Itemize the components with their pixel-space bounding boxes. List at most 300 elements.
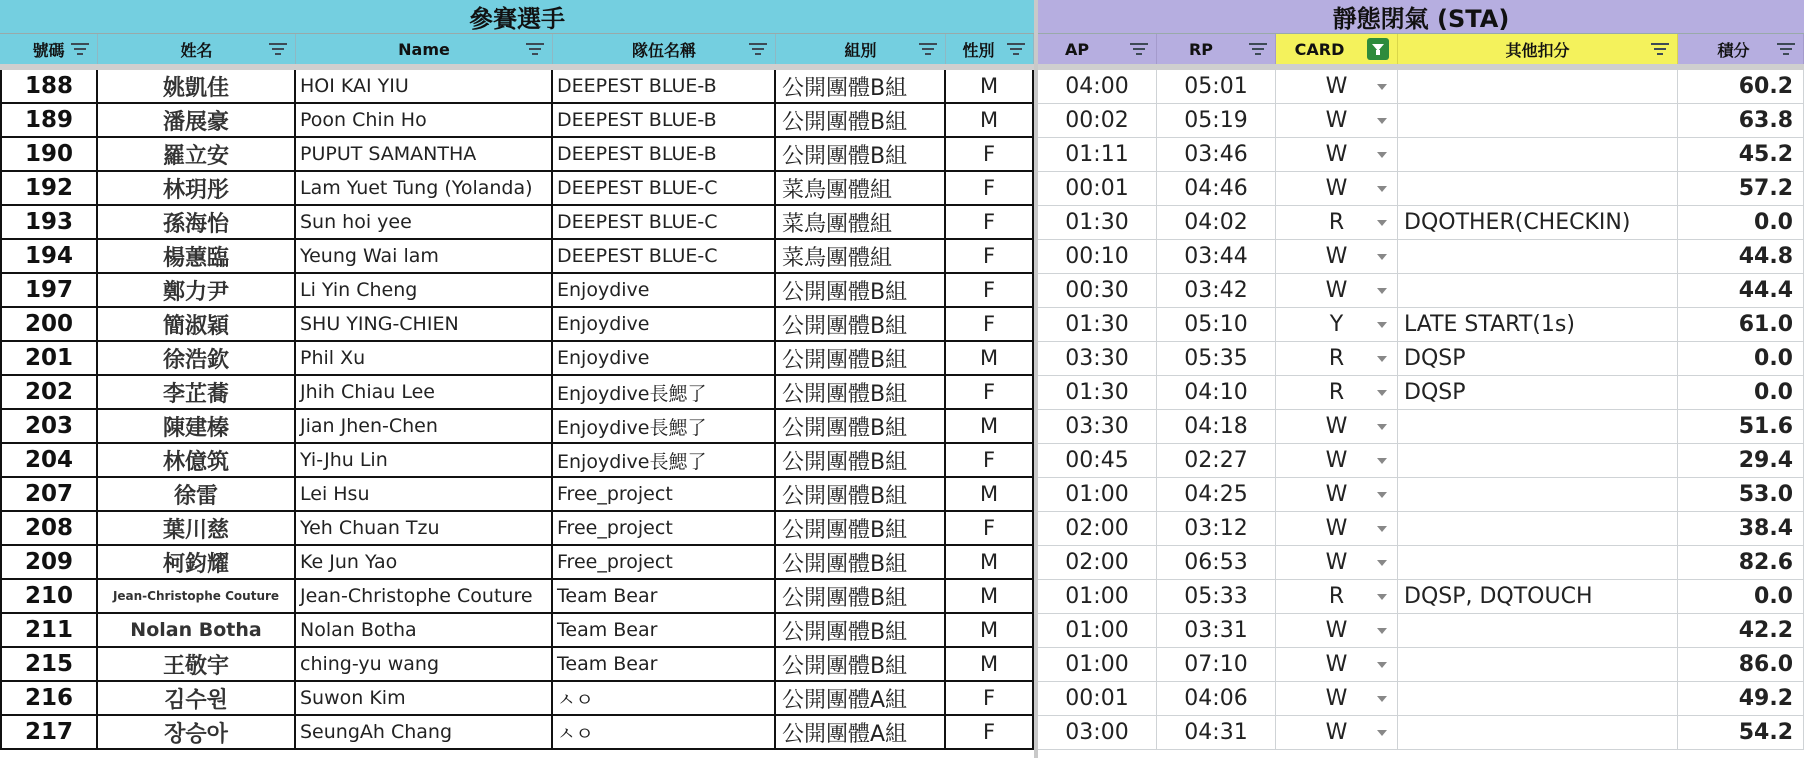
header-name[interactable]: Name: [296, 34, 553, 64]
group-cell[interactable]: [776, 444, 946, 478]
other-deduction-cell[interactable]: [1398, 70, 1678, 104]
name-value: Jhih Chiau Lee: [300, 381, 435, 403]
ap-cell[interactable]: [1038, 716, 1157, 750]
header-chinese-name[interactable]: 姓名: [98, 34, 296, 64]
card-cell[interactable]: [1276, 512, 1398, 546]
group-value: 菜鳥團體組: [782, 245, 893, 271]
ap-cell[interactable]: [1038, 512, 1157, 546]
team-value: ㅅㅇ: [557, 688, 594, 711]
card-cell[interactable]: [1276, 546, 1398, 580]
sex-cell[interactable]: [946, 444, 1034, 478]
num-value: 193: [24, 209, 73, 235]
card-value: W: [1325, 142, 1348, 167]
chinese-name-cell[interactable]: [98, 580, 296, 614]
rp-cell[interactable]: [1157, 648, 1276, 682]
dropdown-arrow-icon[interactable]: [1377, 186, 1387, 192]
ap-value: 01:30: [1065, 312, 1129, 337]
ap-cell[interactable]: [1038, 444, 1157, 478]
card-cell[interactable]: [1276, 410, 1398, 444]
group-cell[interactable]: [776, 614, 946, 648]
name-cell[interactable]: [296, 716, 553, 750]
dropdown-arrow-icon[interactable]: [1377, 254, 1387, 260]
group-cell[interactable]: [776, 546, 946, 580]
team-cell[interactable]: [553, 342, 776, 376]
chinese-name-cell[interactable]: [98, 172, 296, 206]
table-row: [0, 274, 1034, 308]
team-cell[interactable]: [553, 614, 776, 648]
dropdown-arrow-icon[interactable]: [1377, 560, 1387, 566]
other-deduction-cell[interactable]: [1398, 478, 1678, 512]
score-cell[interactable]: [1678, 512, 1804, 546]
team-cell[interactable]: [553, 580, 776, 614]
score-cell[interactable]: [1678, 138, 1804, 172]
other-deduction-cell[interactable]: [1398, 240, 1678, 274]
filter-icon[interactable]: [1249, 43, 1267, 55]
chinese-name-cell[interactable]: [98, 206, 296, 240]
rp-value: 04:06: [1184, 686, 1248, 711]
dropdown-arrow-icon[interactable]: [1377, 152, 1387, 158]
ap-cell[interactable]: [1038, 274, 1157, 308]
sex-cell[interactable]: [946, 410, 1034, 444]
score-cell[interactable]: [1678, 410, 1804, 444]
chinese-name-cell[interactable]: [98, 240, 296, 274]
name-cell[interactable]: [296, 478, 553, 512]
sex-cell[interactable]: [946, 104, 1034, 138]
score-value: 54.2: [1738, 720, 1793, 745]
number-cell[interactable]: [0, 308, 98, 342]
table-row: [1038, 682, 1804, 716]
name-cell[interactable]: [296, 308, 553, 342]
card-cell[interactable]: [1276, 70, 1398, 104]
name-cell[interactable]: [296, 274, 553, 308]
ap-cell[interactable]: [1038, 172, 1157, 206]
score-cell[interactable]: [1678, 682, 1804, 716]
other-deduction-cell[interactable]: [1398, 308, 1678, 342]
sex-cell[interactable]: [946, 206, 1034, 240]
cname-value: 葉川慈: [162, 517, 229, 543]
dropdown-arrow-icon[interactable]: [1377, 424, 1387, 430]
rp-cell[interactable]: [1157, 308, 1276, 342]
sex-cell[interactable]: [946, 70, 1034, 104]
sex-value: M: [979, 652, 999, 676]
rp-cell[interactable]: [1157, 580, 1276, 614]
sex-cell[interactable]: [946, 580, 1034, 614]
number-cell[interactable]: [0, 104, 98, 138]
other-deduction-cell[interactable]: [1398, 376, 1678, 410]
rp-value: 05:33: [1184, 584, 1248, 609]
group-cell[interactable]: [776, 376, 946, 410]
number-cell[interactable]: [0, 546, 98, 580]
number-cell[interactable]: [0, 682, 98, 716]
number-cell[interactable]: [0, 478, 98, 512]
score-cell[interactable]: [1678, 546, 1804, 580]
dropdown-arrow-icon[interactable]: [1377, 220, 1387, 226]
number-cell[interactable]: [0, 172, 98, 206]
score-cell[interactable]: [1678, 240, 1804, 274]
ap-cell[interactable]: [1038, 308, 1157, 342]
score-cell[interactable]: [1678, 648, 1804, 682]
ap-cell[interactable]: [1038, 70, 1157, 104]
team-value: Enjoydive長鰓了: [557, 416, 707, 439]
card-cell[interactable]: [1276, 376, 1398, 410]
rp-cell[interactable]: [1157, 376, 1276, 410]
name-cell[interactable]: [296, 104, 553, 138]
name-cell[interactable]: [296, 70, 553, 104]
dropdown-arrow-icon[interactable]: [1377, 696, 1387, 702]
group-cell[interactable]: [776, 682, 946, 716]
group-cell[interactable]: [776, 308, 946, 342]
chinese-name-cell[interactable]: [98, 512, 296, 546]
header-number[interactable]: 號碼: [0, 34, 98, 64]
group-cell[interactable]: [776, 70, 946, 104]
sex-cell[interactable]: [946, 648, 1034, 682]
name-cell[interactable]: [296, 342, 553, 376]
ap-cell[interactable]: [1038, 138, 1157, 172]
rp-cell[interactable]: [1157, 478, 1276, 512]
card-value: W: [1325, 550, 1348, 575]
number-cell[interactable]: [0, 138, 98, 172]
team-cell[interactable]: [553, 410, 776, 444]
dropdown-arrow-icon[interactable]: [1377, 628, 1387, 634]
name-cell[interactable]: [296, 512, 553, 546]
header-ap[interactable]: AP: [1038, 34, 1157, 64]
dropdown-arrow-icon[interactable]: [1377, 594, 1387, 600]
team-cell[interactable]: [553, 206, 776, 240]
card-cell[interactable]: [1276, 682, 1398, 716]
rp-cell[interactable]: [1157, 682, 1276, 716]
dropdown-arrow-icon[interactable]: [1377, 662, 1387, 668]
card-cell[interactable]: [1276, 580, 1398, 614]
sex-cell[interactable]: [946, 172, 1034, 206]
chinese-name-cell[interactable]: [98, 546, 296, 580]
header-other-deduction[interactable]: 其他扣分: [1398, 34, 1678, 64]
ap-cell[interactable]: [1038, 546, 1157, 580]
cname-value: Jean-Christophe Couture: [112, 589, 280, 603]
score-cell[interactable]: [1678, 206, 1804, 240]
ap-cell[interactable]: [1038, 478, 1157, 512]
chinese-name-cell[interactable]: [98, 444, 296, 478]
score-cell[interactable]: [1678, 70, 1804, 104]
score-cell[interactable]: [1678, 308, 1804, 342]
ap-cell[interactable]: [1038, 648, 1157, 682]
number-cell[interactable]: [0, 580, 98, 614]
rp-cell[interactable]: [1157, 546, 1276, 580]
name-cell[interactable]: [296, 546, 553, 580]
num-value: 188: [24, 73, 73, 99]
rp-cell[interactable]: [1157, 172, 1276, 206]
score-cell[interactable]: [1678, 716, 1804, 750]
other-deduction-cell[interactable]: [1398, 342, 1678, 376]
sex-cell[interactable]: [946, 546, 1034, 580]
group-cell[interactable]: [776, 274, 946, 308]
number-cell[interactable]: [0, 70, 98, 104]
filter-icon[interactable]: [749, 43, 767, 55]
team-cell[interactable]: [553, 682, 776, 716]
ap-cell[interactable]: [1038, 376, 1157, 410]
cname-value: 徐雷: [173, 483, 218, 509]
sex-cell[interactable]: [946, 682, 1034, 716]
team-cell[interactable]: [553, 512, 776, 546]
group-cell[interactable]: [776, 104, 946, 138]
name-cell[interactable]: [296, 580, 553, 614]
number-cell[interactable]: [0, 240, 98, 274]
rp-cell[interactable]: [1157, 138, 1276, 172]
rp-cell[interactable]: [1157, 716, 1276, 750]
name-cell[interactable]: [296, 240, 553, 274]
score-cell[interactable]: [1678, 274, 1804, 308]
team-cell[interactable]: [553, 138, 776, 172]
team-cell[interactable]: [553, 444, 776, 478]
other-deduction-cell[interactable]: [1398, 546, 1678, 580]
team-cell[interactable]: [553, 648, 776, 682]
filter-icon[interactable]: [71, 43, 89, 55]
team-cell[interactable]: [553, 546, 776, 580]
sex-cell[interactable]: [946, 376, 1034, 410]
table-row: [0, 308, 1034, 342]
chinese-name-cell[interactable]: [98, 716, 296, 750]
ap-cell[interactable]: [1038, 410, 1157, 444]
other-deduction-cell[interactable]: [1398, 716, 1678, 750]
name-cell[interactable]: [296, 682, 553, 716]
chinese-name-cell[interactable]: [98, 614, 296, 648]
rp-cell[interactable]: [1157, 274, 1276, 308]
other-value: DQOTHER(CHECKIN): [1404, 210, 1631, 235]
dropdown-arrow-icon[interactable]: [1377, 526, 1387, 532]
header-group[interactable]: 組別: [776, 34, 946, 64]
card-cell[interactable]: [1276, 614, 1398, 648]
other-deduction-cell[interactable]: [1398, 580, 1678, 614]
number-cell[interactable]: [0, 512, 98, 546]
card-cell[interactable]: [1276, 240, 1398, 274]
other-deduction-cell[interactable]: [1398, 138, 1678, 172]
number-cell[interactable]: [0, 716, 98, 750]
header-card[interactable]: CARD: [1276, 34, 1398, 64]
table-row: [0, 478, 1034, 512]
rp-cell[interactable]: [1157, 70, 1276, 104]
card-cell[interactable]: [1276, 648, 1398, 682]
team-cell[interactable]: [553, 478, 776, 512]
filter-icon[interactable]: [1777, 43, 1795, 55]
sex-cell[interactable]: [946, 716, 1034, 750]
rp-cell[interactable]: [1157, 614, 1276, 648]
ap-cell[interactable]: [1038, 682, 1157, 716]
team-cell[interactable]: [553, 716, 776, 750]
score-value: 38.4: [1738, 516, 1793, 541]
table-row: [1038, 70, 1804, 104]
chinese-name-cell[interactable]: [98, 104, 296, 138]
other-deduction-cell[interactable]: [1398, 206, 1678, 240]
group-cell[interactable]: [776, 206, 946, 240]
rp-cell[interactable]: [1157, 512, 1276, 546]
chinese-name-cell[interactable]: [98, 274, 296, 308]
name-value: Nolan Botha: [300, 619, 417, 641]
card-cell[interactable]: [1276, 342, 1398, 376]
other-deduction-cell[interactable]: [1398, 172, 1678, 206]
name-cell[interactable]: [296, 648, 553, 682]
group-cell[interactable]: [776, 342, 946, 376]
group-cell[interactable]: [776, 240, 946, 274]
header-sex[interactable]: 性別: [946, 34, 1034, 64]
group-cell[interactable]: [776, 716, 946, 750]
rp-cell[interactable]: [1157, 342, 1276, 376]
team-cell[interactable]: [553, 104, 776, 138]
name-cell[interactable]: [296, 376, 553, 410]
sex-cell[interactable]: [946, 512, 1034, 546]
other-deduction-cell[interactable]: [1398, 648, 1678, 682]
name-cell[interactable]: [296, 138, 553, 172]
group-value: 公開團體B組: [782, 279, 908, 305]
dropdown-arrow-icon[interactable]: [1377, 356, 1387, 362]
name-cell[interactable]: [296, 614, 553, 648]
team-cell[interactable]: [553, 240, 776, 274]
group-cell[interactable]: [776, 648, 946, 682]
number-cell[interactable]: [0, 614, 98, 648]
score-cell[interactable]: [1678, 580, 1804, 614]
group-cell[interactable]: [776, 580, 946, 614]
card-cell[interactable]: [1276, 104, 1398, 138]
table-row: [0, 376, 1034, 410]
group-cell[interactable]: [776, 478, 946, 512]
other-deduction-cell[interactable]: [1398, 410, 1678, 444]
chinese-name-cell[interactable]: [98, 648, 296, 682]
score-cell[interactable]: [1678, 104, 1804, 138]
number-cell[interactable]: [0, 206, 98, 240]
dropdown-arrow-icon[interactable]: [1377, 118, 1387, 124]
ap-cell[interactable]: [1038, 614, 1157, 648]
active-filter-icon[interactable]: [1367, 38, 1389, 60]
number-cell[interactable]: [0, 342, 98, 376]
chinese-name-cell[interactable]: [98, 70, 296, 104]
score-cell[interactable]: [1678, 444, 1804, 478]
name-cell[interactable]: [296, 444, 553, 478]
filter-icon[interactable]: [269, 43, 287, 55]
rp-cell[interactable]: [1157, 206, 1276, 240]
rp-cell[interactable]: [1157, 444, 1276, 478]
other-deduction-cell[interactable]: [1398, 682, 1678, 716]
dropdown-arrow-icon[interactable]: [1377, 322, 1387, 328]
other-deduction-cell[interactable]: [1398, 104, 1678, 138]
filter-icon[interactable]: [1007, 43, 1025, 55]
score-cell[interactable]: [1678, 614, 1804, 648]
group-cell[interactable]: [776, 172, 946, 206]
team-value: Free_project: [557, 483, 673, 505]
chinese-name-cell[interactable]: [98, 376, 296, 410]
header-team[interactable]: 隊伍名稱: [553, 34, 776, 64]
ap-cell[interactable]: [1038, 342, 1157, 376]
number-cell[interactable]: [0, 648, 98, 682]
team-value: Team Bear: [557, 619, 658, 641]
number-cell[interactable]: [0, 444, 98, 478]
number-cell[interactable]: [0, 410, 98, 444]
chinese-name-cell[interactable]: [98, 342, 296, 376]
number-cell[interactable]: [0, 274, 98, 308]
dropdown-arrow-icon[interactable]: [1377, 288, 1387, 294]
card-cell[interactable]: [1276, 444, 1398, 478]
card-cell[interactable]: [1276, 138, 1398, 172]
card-cell[interactable]: [1276, 308, 1398, 342]
team-cell[interactable]: [553, 274, 776, 308]
group-cell[interactable]: [776, 512, 946, 546]
team-cell[interactable]: [553, 308, 776, 342]
chinese-name-cell[interactable]: [98, 682, 296, 716]
group-cell[interactable]: [776, 410, 946, 444]
card-value: W: [1325, 176, 1348, 201]
chinese-name-cell[interactable]: [98, 138, 296, 172]
rp-cell[interactable]: [1157, 240, 1276, 274]
team-cell[interactable]: [553, 376, 776, 410]
filter-icon[interactable]: [526, 43, 544, 55]
score-cell[interactable]: [1678, 478, 1804, 512]
filter-icon[interactable]: [919, 43, 937, 55]
ap-cell[interactable]: [1038, 580, 1157, 614]
sex-cell[interactable]: [946, 308, 1034, 342]
cname-value: 장승아: [164, 721, 228, 747]
group-cell[interactable]: [776, 138, 946, 172]
name-cell[interactable]: [296, 206, 553, 240]
dropdown-arrow-icon[interactable]: [1377, 84, 1387, 90]
ap-cell[interactable]: [1038, 206, 1157, 240]
score-value: 60.2: [1738, 74, 1793, 99]
score-cell[interactable]: [1678, 172, 1804, 206]
card-cell[interactable]: [1276, 172, 1398, 206]
card-cell[interactable]: [1276, 478, 1398, 512]
chinese-name-cell[interactable]: [98, 308, 296, 342]
filter-icon[interactable]: [1651, 43, 1669, 55]
sex-cell[interactable]: [946, 342, 1034, 376]
other-deduction-cell[interactable]: [1398, 274, 1678, 308]
ap-cell[interactable]: [1038, 240, 1157, 274]
card-cell[interactable]: [1276, 206, 1398, 240]
ap-value: 03:30: [1065, 414, 1129, 439]
score-cell[interactable]: [1678, 376, 1804, 410]
chinese-name-cell[interactable]: [98, 478, 296, 512]
other-deduction-cell[interactable]: [1398, 512, 1678, 546]
card-cell[interactable]: [1276, 716, 1398, 750]
name-cell[interactable]: [296, 172, 553, 206]
sex-cell[interactable]: [946, 274, 1034, 308]
sex-value: M: [979, 550, 999, 574]
rp-cell[interactable]: [1157, 410, 1276, 444]
filter-icon[interactable]: [1130, 43, 1148, 55]
sex-cell[interactable]: [946, 240, 1034, 274]
card-value: W: [1325, 516, 1348, 541]
sex-cell[interactable]: [946, 138, 1034, 172]
rp-cell[interactable]: [1157, 104, 1276, 138]
other-deduction-cell[interactable]: [1398, 614, 1678, 648]
header-score[interactable]: 積分: [1678, 34, 1804, 64]
sex-cell[interactable]: [946, 478, 1034, 512]
dropdown-arrow-icon[interactable]: [1377, 492, 1387, 498]
team-cell[interactable]: [553, 70, 776, 104]
score-cell[interactable]: [1678, 342, 1804, 376]
name-cell[interactable]: [296, 410, 553, 444]
team-cell[interactable]: [553, 172, 776, 206]
card-value: R: [1328, 346, 1345, 371]
ap-cell[interactable]: [1038, 104, 1157, 138]
dropdown-arrow-icon[interactable]: [1377, 730, 1387, 736]
ap-value: 03:00: [1065, 720, 1129, 745]
sta-section: [1038, 0, 1804, 758]
number-cell[interactable]: [0, 376, 98, 410]
dropdown-arrow-icon[interactable]: [1377, 458, 1387, 464]
header-rp[interactable]: RP: [1157, 34, 1276, 64]
rp-value: 03:44: [1184, 244, 1248, 269]
card-cell[interactable]: [1276, 274, 1398, 308]
dropdown-arrow-icon[interactable]: [1377, 390, 1387, 396]
chinese-name-cell[interactable]: [98, 410, 296, 444]
sex-cell[interactable]: [946, 614, 1034, 648]
other-deduction-cell[interactable]: [1398, 444, 1678, 478]
